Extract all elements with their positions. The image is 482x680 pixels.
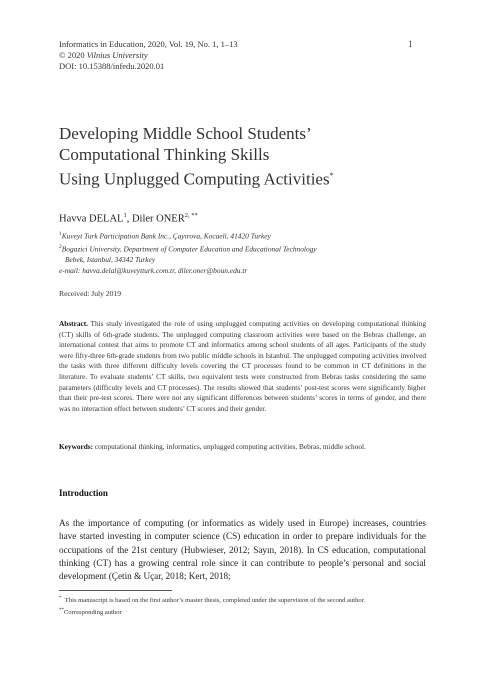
introduction-paragraph: As the importance of computing (or informatics as widely used in Europe) increases, countries have started investing in computer science (CS) education in order to prepare individuals for the occupations of the 21st century (Hubwieser, 2012; Sayın, 2018). In CS education, computational thinking (CT) has a growing central role since it can contribute to people’s personal and social development (Çetin & Uçar, 2018; Kert, 2018; (59, 518, 426, 582)
received-date: Received: July 2019 (59, 289, 122, 298)
footnote-1-text: This manuscript is based on the first author’s master thesis, completed under the supervision of the second author. (64, 597, 366, 605)
affiliations (59, 229, 431, 276)
copyright-holder: Vilnius University (86, 49, 148, 60)
page-number: 1 (408, 39, 413, 49)
copyright-prefix: © 2020 (59, 49, 87, 60)
paper-title (59, 123, 439, 190)
footnote-1 (59, 594, 426, 606)
author-list (59, 212, 198, 225)
keywords (59, 442, 426, 453)
abstract-text: This study investigated the role of using unplugged computing activities on developing computational thinking (CT) skills of 6th-grade students. The unplugged computing classroom activities were based on the Bebras challenge, an international contest that aims to promote CT and informatics among school students of all ages. Participants of the study were fifty-three 6th-grade students from two public middle schools in Istanbul. The unplugged computing activities involved the tasks with three different difficulty levels covering the CT processes found to be common in CT definitions in the literature. To evaluate students’ CT skills, two equivalent tests were constructed from Bebras tasks considering the same parameters (difficulty levels and CT processes). The results showed that students’ post-test scores were significantly higher than their pre-test scores. There were not any significant differences between students’ scores in terms of gender, and there was no interaction effect between students’ CT scores and their gender. (59, 319, 426, 413)
author-separator: , (126, 213, 132, 225)
footnote-divider (59, 590, 172, 591)
keywords-label: Keywords: (59, 442, 94, 451)
affiliation-2 (59, 242, 431, 255)
footnote-2 (59, 606, 426, 618)
author-2-name: Diler ONER (131, 213, 185, 225)
footnote-2-text: Corresponding author (64, 608, 122, 616)
affiliation-2-continued: Bebek, Istanbul, 34342 Turkey (65, 255, 156, 265)
affiliation-2-number: 2 (59, 244, 62, 251)
title-footnote-marker: * (329, 171, 334, 180)
contact-email: e-mail: havva.delal@kuveytturk.com.tr, diler.oner@boun.edu.tr (59, 265, 248, 275)
affiliation-1 (59, 229, 431, 242)
footnote-2-marker: ** (59, 607, 64, 613)
author-2-affiliation-marker: 2, ** (184, 212, 198, 219)
affiliation-2-text: Bogazici University, Department of Computer Education and Educational Technology (61, 244, 317, 254)
footnotes (59, 594, 426, 617)
title-line-3-text: Using Unplugged Computing Activities (59, 169, 330, 189)
keywords-text: computational thinking, informatics, unplugged computing activities, Bebras, middle school. (93, 442, 366, 451)
journal-citation: Informatics in Education, 2020, Vol. 19, No. 1, 1–13 (59, 39, 238, 49)
journal-header (59, 39, 238, 71)
doi-line: DOI: 10.15388/infedu.2020.01 (59, 60, 165, 71)
section-heading-introduction: Introduction (59, 488, 108, 498)
title-line-1: Developing Middle School Students’ (59, 124, 312, 143)
affiliation-1-text: Kuveyt Turk Participation Bank Inc., Çayırova, Kocaeli, 41420 Turkey (61, 231, 271, 241)
footnote-1-marker: * (59, 596, 62, 601)
abstract-label: Abstract. (59, 319, 88, 328)
copyright-line (59, 50, 238, 61)
title-line-2: Computational Thinking Skills (59, 145, 270, 164)
author-1-affiliation-marker: 1 (123, 212, 127, 219)
title-line-3 (59, 165, 439, 190)
abstract (59, 319, 426, 414)
affiliation-1-number: 1 (59, 231, 62, 237)
author-1-name: Havva DELAL (59, 213, 124, 225)
